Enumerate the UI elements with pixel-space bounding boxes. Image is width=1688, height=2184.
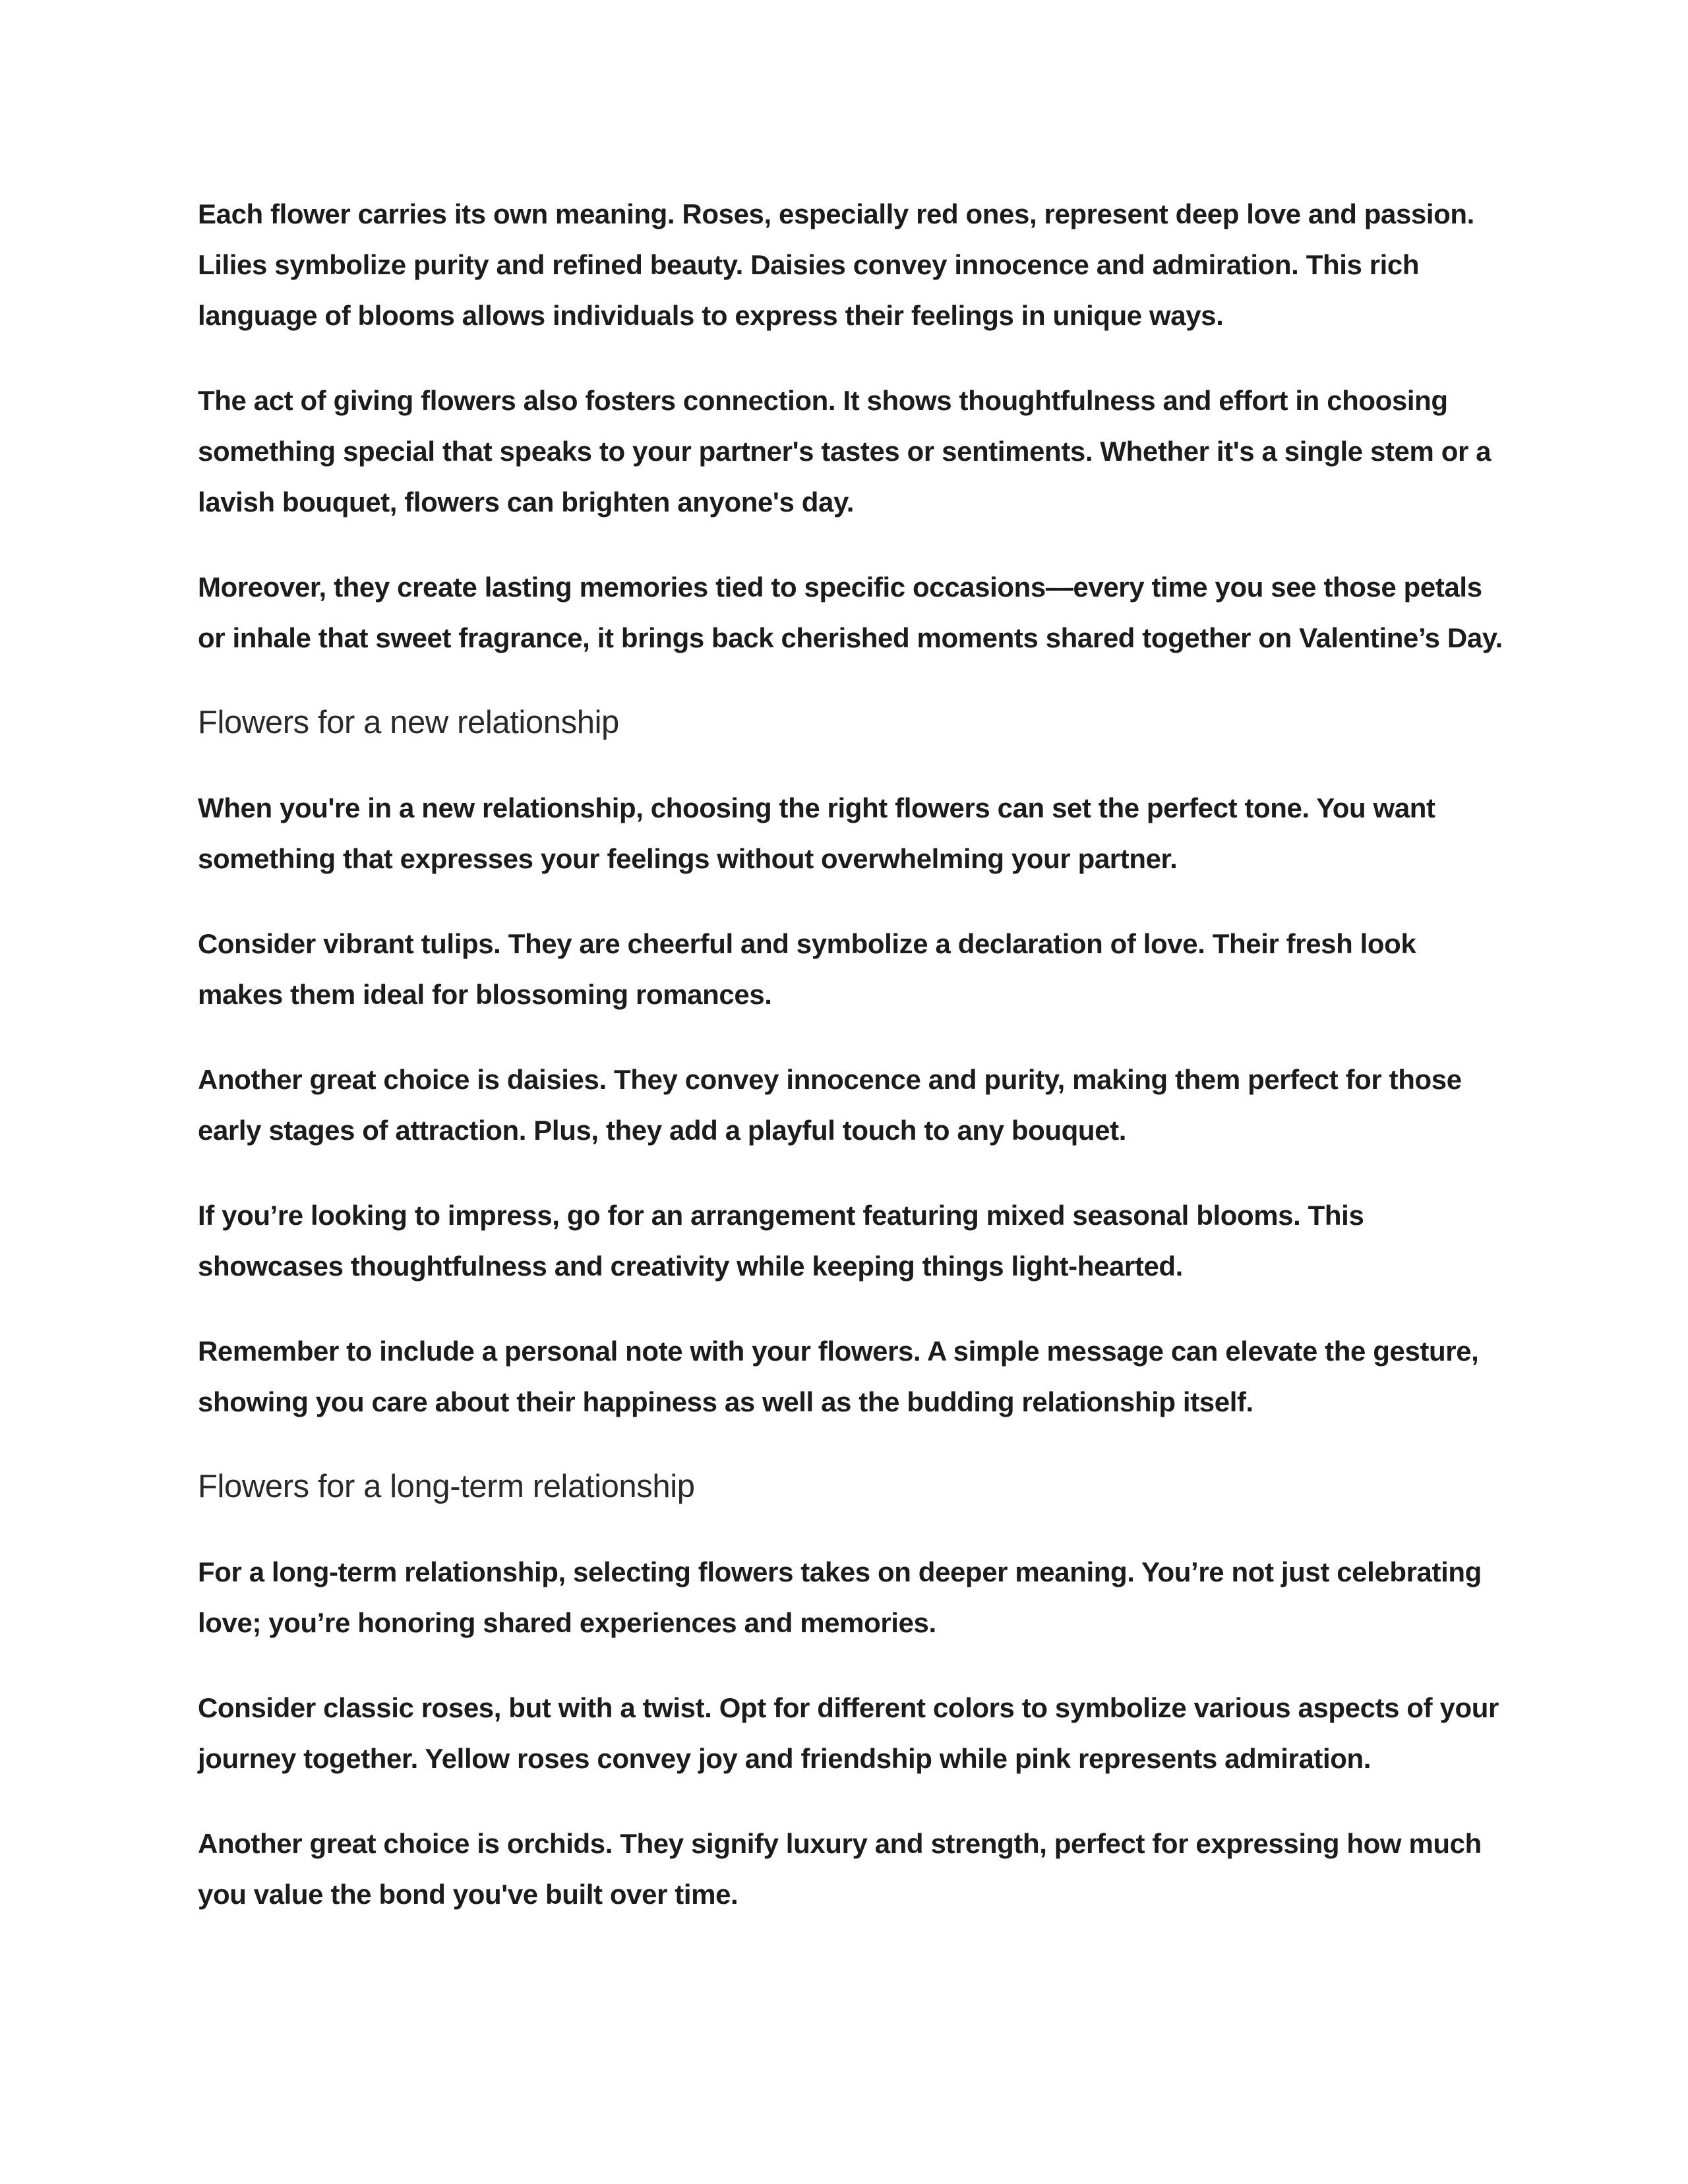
paragraph-classic-roses: Consider classic roses, but with a twist. Opt for different colors to symbolize various aspects of your journey together. Yellow roses convey joy and friendship while pink represents admiration.	[198, 1692, 1499, 1774]
paragraph-personal-note: Remember to include a personal note with your flowers. A simple message can elevate the gesture, showing you care about their happiness as well as the budding relationship itself.	[198, 1336, 1479, 1417]
paragraph-orchids: Another great choice is orchids. They signify luxury and strength, perfect for expressing how much you value the bond you've built over time.	[198, 1828, 1482, 1910]
paragraph-daisies: Another great choice is daisies. They convey innocence and purity, making them perfect for those early stages of attraction. Plus, they add a playful touch to any bouquet.	[198, 1064, 1462, 1146]
article-body	[198, 189, 1503, 1954]
heading-new-relationship: Flowers for a new relationship	[198, 705, 619, 740]
heading-long-term-relationship: Flowers for a long-term relationship	[198, 1469, 695, 1504]
paragraph-new-relationship-intro: When you're in a new relationship, choosing the right flowers can set the perfect tone. You want something that expresses your feelings without overwhelming your partner.	[198, 792, 1435, 874]
paragraph-seasonal-blooms: If you’re looking to impress, go for an arrangement featuring mixed seasonal blooms. This showcases thoughtfulness and creativity while keeping things light-hearted.	[198, 1200, 1364, 1282]
paragraph-giving-connection: The act of giving flowers also fosters connection. It shows thoughtfulness and effort in choosing something special that speaks to your partner's tastes or sentiments. Whether it's a single stem or a lavish bouquet, flowers can brighten anyone's day.	[198, 385, 1492, 517]
paragraph-tulips: Consider vibrant tulips. They are cheerful and symbolize a declaration of love. Their fresh look makes them ideal for blossoming romances.	[198, 928, 1416, 1010]
paragraph-long-term-intro: For a long-term relationship, selecting flowers takes on deeper meaning. You’re not just celebrating love; you’re honoring shared experiences and memories.	[198, 1556, 1482, 1638]
paragraph-lasting-memories: Moreover, they create lasting memories tied to specific occasions—every time you see those petals or inhale that sweet fragrance, it brings back cherished moments shared together on Valentine’s Day.	[198, 572, 1503, 653]
paragraph-flower-meanings: Each flower carries its own meaning. Roses, especially red ones, represent deep love and passion. Lilies symbolize purity and refined beauty. Daisies convey innocence and admiration. This rich language of blooms allows individuals to express their feelings in unique ways.	[198, 198, 1474, 331]
